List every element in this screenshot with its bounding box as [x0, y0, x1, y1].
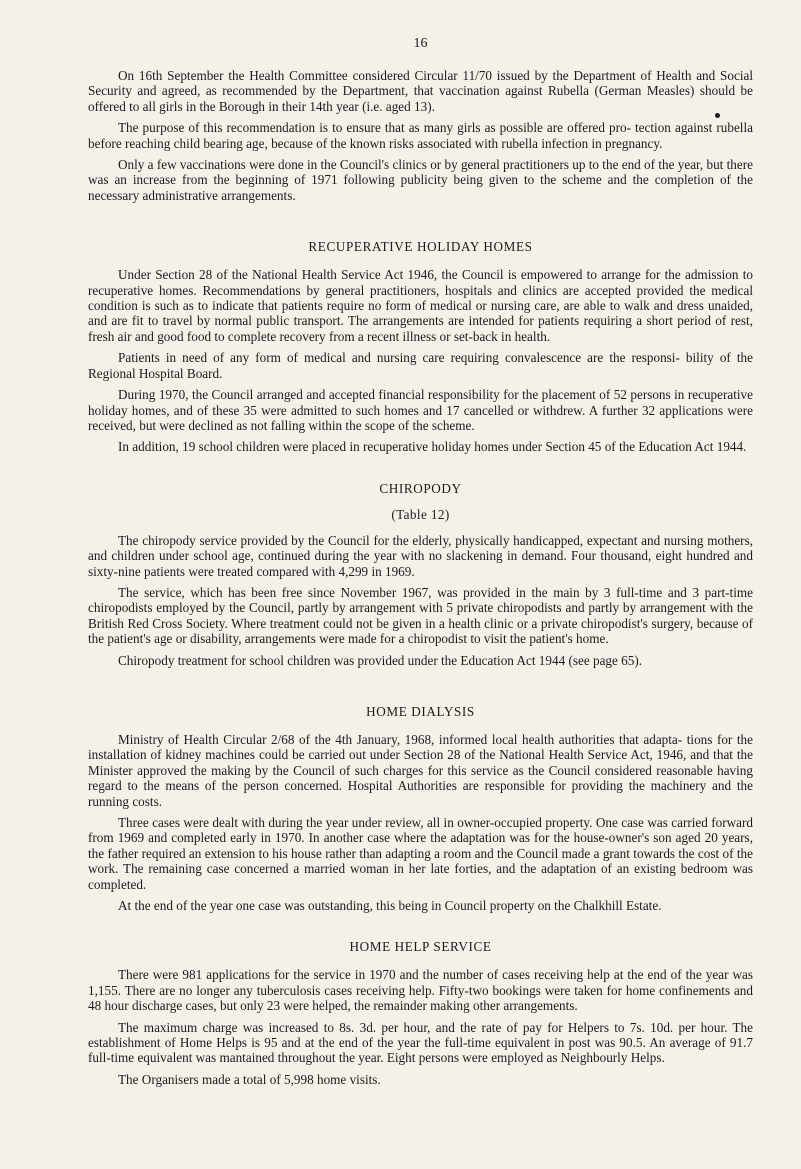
paragraph: The service, which has been free since November 1967, was provided in the main by 3 full-time and 3 part-time chiropodists employed by the Council, partly by arrangement with 5 private chiropodists and partly by arrangement with the British Red Cross Society. Where treatment could not be given in a health clinic or a private chiropodist's surgery, because of the patient's age or disability, arrangements were made for a chiropodist to visit the patient's home.: [88, 584, 753, 647]
section-heading: CHIROPODY: [379, 480, 462, 496]
chiropody-section: [88, 481, 753, 668]
page-number: 16: [413, 36, 428, 51]
paragraph: At the end of the year one case was outstanding, this being in Council property on the Chalkhill Estate.: [118, 898, 662, 914]
paragraph: Three cases were dealt with during the year under review, all in owner-occupied property. One case was carried forward from 1969 and completed early in 1970. In another case where the adaptation was for the house-owner's son aged 20 years, the father required an extension to his house rather than adapting a room and the Council made a grant towards the cost of the work. The remaining case concerned a married woman in her late forties, and the adaptation of an existing bedroom was completed.: [88, 815, 753, 892]
section-heading: RECUPERATIVE HOLIDAY HOMES: [308, 239, 533, 255]
section-heading: HOME HELP SERVICE: [349, 939, 492, 955]
paragraph: On 16th September the Health Committee considered Circular 11/70 issued by the Department of Health and Social Security and agreed, as recommended by the Department, that vaccination against Rubella (German Measles) should be offered to all girls in the Borough in their 14th year (i.e. aged 13).: [88, 68, 753, 114]
rubella-section: [88, 68, 753, 203]
margin-dot-mark: [715, 113, 720, 118]
paragraph: Ministry of Health Circular 2/68 of the 4th January, 1968, informed local health authorities that adapta- tions for the installation of kidney machines could be carried out under Section 28 of the National Health Service Act, 1946, and that the Minister approved the making by the Council of such charges for this service as the Council considered reasonable having regard to the means of the person concerned. Hospital Authorities are responsible for providing the machinery and the running costs.: [88, 731, 753, 809]
paragraph: Only a few vaccinations were done in the Council's clinics or by general practitioners up to the end of the year, but there was an increase from the beginning of 1971 following publicity being given to the scheme and the completion of the necessary administrative arrangements.: [88, 157, 754, 203]
paragraph: During 1970, the Council arranged and accepted financial responsibility for the placement of 52 persons in recuperative holiday homes, and of these 35 were admitted to such homes and 17 cancelled or withdrew. A further 32 applications were received, but were declined as not falling within the scope of the scheme.: [88, 387, 753, 433]
recuperative-section: [88, 239, 753, 454]
section-heading: HOME DIALYSIS: [366, 703, 475, 719]
paragraph: In addition, 19 school children were placed in recuperative holiday homes under Section 45 of the Education Act 1944.: [118, 439, 747, 455]
home-dialysis-section: [88, 704, 753, 913]
paragraph: The purpose of this recommendation is to ensure that as many girls as possible are offered pro- tection against rubella before reaching child bearing age, because of the known risks associated with rubella infection in pregnancy.: [88, 120, 753, 151]
paragraph: The Organisers made a total of 5,998 home visits.: [118, 1071, 381, 1087]
paragraph: Patients in need of any form of medical and nursing care requiring convalescence are the responsi- bility of the Regional Hospital Board.: [88, 350, 753, 381]
paragraph: Chiropody treatment for school children was provided under the Education Act 1944 (see page 65).: [118, 652, 643, 668]
paragraph: The chiropody service provided by the Council for the elderly, physically handicapped, expectant and nursing mothers, and children under school age, continued during the year with no slackening in demand. Four thousand, eight hundred and sixty-nine patients were treated compared with 4,299 in 1969.: [88, 532, 753, 579]
paragraph: There were 981 applications for the service in 1970 and the number of cases receiving help at the end of the year was 1,155. There are no longer any tuberculosis cases receiving help. Fifty-two bookings were taken for home confinements and 48 hour discharge cases, but only 23 were helped, the remainder making other arrangements.: [88, 967, 753, 1014]
paragraph: The maximum charge was increased to 8s. 3d. per hour, and the rate of pay for Helpers to 7s. 10d. per hour. The establishment of Home Helps is 95 and at the end of the year the full-time equivalent in post was 90.5. An average of 91.7 full-time equivalent was mantained throughout the year. Eight persons were employed as Neighbourly Helps.: [88, 1019, 753, 1066]
table-reference: (Table 12): [391, 506, 450, 522]
home-help-section: [88, 939, 753, 1087]
paragraph: Under Section 28 of the National Health Service Act 1946, the Council is empowered to arrange for the admission to recuperative homes. Recommendations by general practitioners, hospitals and clinics are accepted provided the medical condition is such as to indicate that patients require no form of medical or nursing care, are able to walk and dress unaided, and are fit to travel by normal public transport. The arrangements are intended for patients requiring a short period of rest, fresh air and good food to complete recovery from a recent illness or set-back in health.: [88, 267, 753, 344]
